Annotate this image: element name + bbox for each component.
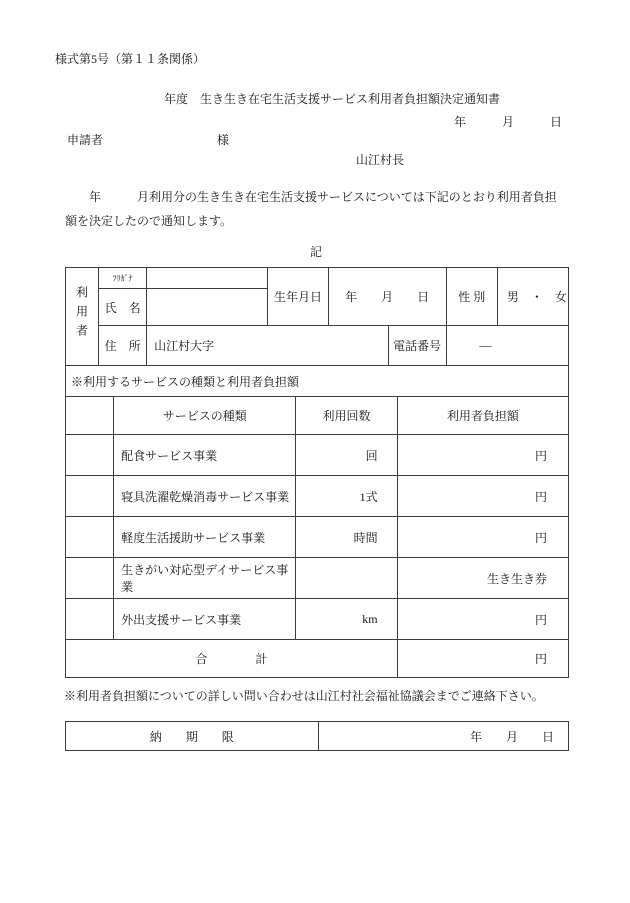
service-mark-cell <box>66 476 114 517</box>
address-value: 山江村大字 <box>147 326 388 366</box>
gender-value: 男 ・ 女 <box>497 268 568 326</box>
service-row <box>66 517 569 558</box>
usage-count: 1式 <box>296 476 397 517</box>
service-name: 軽度生活援助サービス事業 <box>114 517 296 558</box>
contact-note: ※利用者負担額についての詳しい問い合わせは山江村社会福祉協議会までご連絡下さい。 <box>64 689 544 703</box>
user-group-label: 利用者 <box>74 286 89 343</box>
birthdate-label: 生年月日 <box>268 268 328 326</box>
service-name: 配食サービス事業 <box>114 435 296 476</box>
service-note: ※利用するサービスの種類と利用者負担額 <box>66 366 569 397</box>
page-title: 年度 生き生き在宅生活支援サービス利用者負担額決定通知書 <box>164 92 501 106</box>
service-mark-cell <box>66 517 114 558</box>
gender-label: 性 別 <box>446 268 497 326</box>
service-row <box>66 599 569 640</box>
service-row <box>66 435 569 476</box>
service-name: 寝具洗濯乾燥消毒サービス事業 <box>114 476 296 517</box>
name-label: 氏 名 <box>99 289 147 326</box>
total-charge: 円 <box>397 640 568 678</box>
phone-label: 電話番号 <box>388 326 446 366</box>
user-group-cell <box>66 268 99 366</box>
user-charge: 生き生き券 <box>397 558 568 599</box>
usage-count: 回 <box>296 435 397 476</box>
furigana-field <box>147 268 268 289</box>
deadline-label: 納 期 限 <box>66 722 319 751</box>
header-service-type: サービスの種類 <box>114 397 296 435</box>
header-usage-count: 利用回数 <box>296 397 397 435</box>
header-user-charge: 利用者負担額 <box>397 397 568 435</box>
total-label: 合 計 <box>66 640 398 678</box>
phone-value: ― <box>446 326 568 366</box>
issue-date: 年 月 日 <box>453 115 562 129</box>
issuer-name: 山江村長 <box>356 153 405 167</box>
user-charge: 円 <box>397 517 568 558</box>
user-charge: 円 <box>397 599 568 640</box>
service-mark-cell <box>66 599 114 640</box>
user-info-table <box>65 267 569 397</box>
service-mark-cell <box>66 558 114 599</box>
form-number: 様式第5号（第１１条関係） <box>55 52 206 66</box>
service-row <box>66 558 569 599</box>
user-charge: 円 <box>397 476 568 517</box>
service-row <box>66 476 569 517</box>
body-paragraph: 年 月利用分の生き生き在宅生活支援サービスについては下記のとおり利用者負担額を決定したので通知します。 <box>65 190 557 228</box>
deadline-value: 年 月 日 <box>318 722 569 751</box>
applicant-honorific: 様 <box>217 133 230 147</box>
service-name: 外出支援サービス事業 <box>114 599 296 640</box>
user-charge: 円 <box>397 435 568 476</box>
usage-count: 時間 <box>296 517 397 558</box>
address-label: 住 所 <box>99 326 147 366</box>
name-field <box>147 289 268 326</box>
service-mark-header <box>66 397 114 435</box>
service-mark-cell <box>66 435 114 476</box>
applicant-label: 申請者 <box>67 133 104 147</box>
service-table <box>65 396 569 678</box>
birthdate-value: 年 月 日 <box>328 268 446 326</box>
service-name: 生きがい対応型デイサービス事業 <box>114 558 296 599</box>
usage-count: km <box>296 599 397 640</box>
record-mark: 記 <box>309 245 322 259</box>
usage-count <box>296 558 397 599</box>
deadline-table <box>65 721 569 751</box>
furigana-label: ﾌﾘｶﾞﾅ <box>99 268 147 289</box>
